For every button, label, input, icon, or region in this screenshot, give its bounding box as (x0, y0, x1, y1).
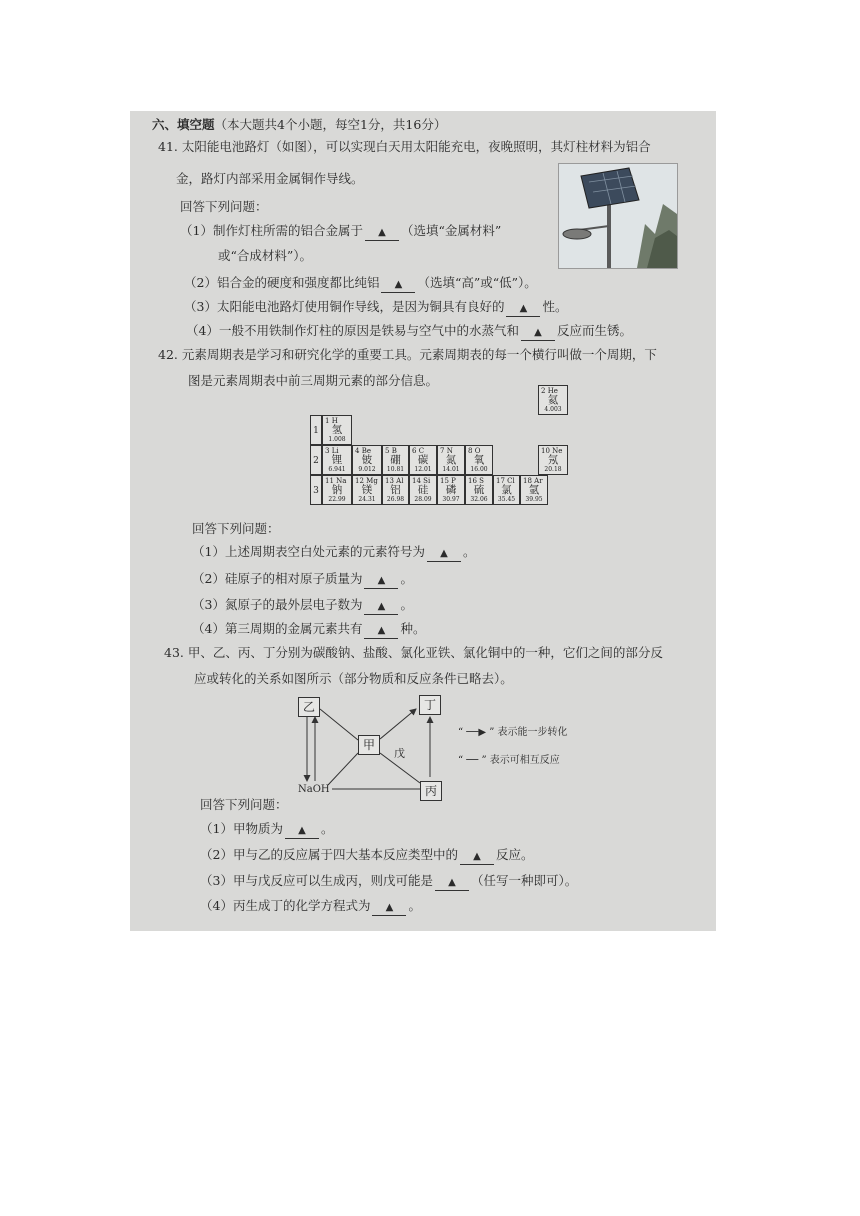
q43-part4-text: （4）丙生成丁的化学方程式为 (200, 898, 371, 913)
q42-answer-prompt: 回答下列问题： (192, 521, 280, 536)
q41-part1 (180, 223, 501, 241)
q41-part3 (184, 299, 567, 317)
q43-blank-3[interactable] (435, 874, 469, 891)
q43-blank-2[interactable] (460, 848, 494, 865)
element-cell-Cl: 17 Cl 氯 35.45 (493, 475, 520, 505)
blank-marker: ▲ (448, 877, 456, 888)
q41-blank-1[interactable] (365, 224, 399, 241)
q42-stem-line2: 图是元素周期表中前三周期元素的部分信息。 (188, 373, 439, 388)
element-cell-N: 7 N 氮 14.01 (437, 445, 465, 475)
period-number-1: 1 (310, 415, 322, 445)
blank-marker: ▲ (377, 625, 386, 636)
section-title: 六、填空题 (152, 117, 215, 132)
q41-blank-4[interactable] (521, 324, 555, 341)
q42-blank-3[interactable] (364, 598, 398, 615)
element-cell-Be: 4 Be 铍 9.012 (352, 445, 382, 475)
legend-conversion: “ ──▶ ” 表示能一步转化 (458, 727, 568, 738)
q43-part2-text: （2）甲与乙的反应属于四大基本反应类型中的 (200, 847, 458, 862)
element-cell-Al: 13 Al 铝 26.98 (382, 475, 409, 505)
period-number-2: 2 (310, 445, 322, 475)
q43-stem-line1: 43. 甲、乙、丙、丁分别为碳酸钠、盐酸、氯化亚铁、氯化铜中的一种，它们之间的部分反 (164, 645, 663, 660)
section-note: （本大题共4个小题，每空1分，共16分） (214, 117, 447, 132)
q42-part2-suffix: 。 (400, 571, 413, 586)
q43-part4-suffix: 。 (408, 898, 421, 913)
blank-marker: ▲ (377, 575, 386, 586)
q43-part1-text: （1）甲物质为 (200, 821, 283, 836)
blank-marker: ▲ (473, 851, 481, 862)
element-cell-Na: 11 Na 钠 22.99 (322, 475, 352, 505)
reaction-relationship-diagram (290, 695, 610, 798)
periodic-table (310, 387, 568, 503)
element-cell-Si: 14 Si 硅 28.09 (409, 475, 437, 505)
q41-part3-text: （3）太阳能电池路灯使用铜作导线，是因为铜具有良好的 (184, 299, 505, 314)
q41-stem-line2: 金，路灯内部采用金属铜作导线。 (176, 171, 364, 186)
q42-part2 (192, 571, 413, 589)
q43-part4 (200, 898, 421, 916)
q41-part4-suffix: 反应而生锈。 (556, 323, 632, 338)
element-cell-B: 5 B 硼 10.81 (382, 445, 409, 475)
q42-part3 (192, 597, 413, 615)
element-cell-C: 6 C 碳 12.01 (409, 445, 437, 475)
period-number-3: 3 (310, 475, 322, 505)
node-ding: 丁 (419, 695, 441, 715)
element-cell-He: 2 He 氦 4.003 (538, 385, 568, 415)
q43-part3-text: （3）甲与戊反应可以生成丙，则戊可能是 (200, 873, 433, 888)
solar-lamp-illustration (559, 164, 677, 268)
exam-page (130, 111, 716, 931)
q42-blank-1[interactable] (427, 545, 461, 562)
q41-part4 (186, 323, 632, 341)
q43-part2 (200, 847, 533, 865)
q43-part2-suffix: 反应。 (495, 847, 534, 862)
q41-part2 (184, 275, 537, 293)
element-cell-Li: 3 Li 锂 6.941 (322, 445, 352, 475)
q41-part4-text: （4）一般不用铁制作灯柱的原因是铁易与空气中的水蒸气和 (186, 323, 519, 338)
blank-marker: ▲ (519, 303, 528, 314)
q41-part2-text: （2）铝合金的硬度和强度都比纯铝 (184, 275, 380, 290)
element-cell-P: 15 P 磷 30.97 (437, 475, 465, 505)
element-cell-O: 8 O 氧 16.00 (465, 445, 493, 475)
element-cell-H: 1 H 氢 1.008 (322, 415, 352, 445)
q42-blank-2[interactable] (364, 572, 398, 589)
q41-answer-prompt: 回答下列问题： (180, 199, 268, 214)
element-cell-Ar: 18 Ar 氩 39.95 (520, 475, 548, 505)
q43-part3-suffix: （任写一种即可）。 (470, 873, 578, 888)
blank-marker: ▲ (377, 601, 386, 612)
element-cell-Mg: 12 Mg 镁 24.31 (352, 475, 382, 505)
node-bing: 丙 (420, 781, 442, 801)
q41-part1-text: （1）制作灯柱所需的铝合金属于 (180, 223, 363, 238)
node-wu: 戊 (394, 747, 405, 760)
solar-street-lamp-photo (558, 163, 678, 269)
blank-marker: ▲ (385, 902, 394, 913)
node-jia: 甲 (358, 735, 380, 755)
element-cell-Ne: 10 Ne 氖 20.18 (538, 445, 568, 475)
q42-part4-text: （4）第三周期的金属元素共有 (192, 621, 363, 636)
q41-stem-line1: 41. 太阳能电池路灯（如图），可以实现白天用太阳能充电，夜晚照明，其灯柱材料为铝合 (158, 139, 651, 154)
q43-blank-4[interactable] (372, 899, 406, 916)
element-cell-S: 16 S 硫 32.06 (465, 475, 493, 505)
q42-blank-4[interactable] (364, 622, 398, 639)
q41-blank-2[interactable] (381, 276, 415, 293)
q43-part3 (200, 873, 577, 891)
node-naoh: NaOH (298, 784, 330, 795)
q43-answer-prompt: 回答下列问题： (200, 797, 288, 812)
blank-marker: ▲ (378, 227, 386, 238)
blank-marker: ▲ (394, 279, 403, 290)
q42-part4-suffix: 种。 (400, 621, 426, 636)
legend-reaction: “ ── ” 表示可相互反应 (458, 755, 560, 766)
section-header (152, 117, 446, 133)
q43-blank-1[interactable] (285, 822, 319, 839)
q42-part3-suffix: 。 (400, 597, 413, 612)
q41-part3-suffix: 性。 (542, 299, 568, 314)
q41-part1-cont: 或“合成材料”）。 (218, 248, 313, 263)
node-yi: 乙 (298, 697, 320, 717)
blank-marker: ▲ (534, 327, 542, 338)
q43-part1 (200, 821, 333, 839)
q42-part1-suffix: 。 (462, 544, 476, 559)
q42-part4 (192, 621, 425, 639)
q42-part1-text: （1）上述周期表空白处元素的元素符号为 (192, 544, 425, 559)
q42-part3-text: （3）氮原子的最外层电子数为 (192, 597, 363, 612)
q42-part2-text: （2）硅原子的相对原子质量为 (192, 571, 363, 586)
q41-part1-suffix: （选填“金属材料” (400, 223, 502, 238)
blank-marker: ▲ (298, 825, 306, 836)
q41-part2-suffix: （选填“高”或“低”）。 (417, 275, 537, 290)
diagram-arrows (290, 695, 610, 795)
q42-stem-line1: 42. 元素周期表是学习和研究化学的重要工具。元素周期表的每一个横行叫做一个周期，下 (158, 347, 657, 362)
blank-marker: ▲ (440, 548, 448, 559)
q42-part1 (192, 544, 475, 562)
q43-part1-suffix: 。 (320, 821, 334, 836)
q43-stem-line2: 应或转化的关系如图所示（部分物质和反应条件已略去）。 (194, 671, 513, 686)
q41-blank-3[interactable] (506, 300, 540, 317)
